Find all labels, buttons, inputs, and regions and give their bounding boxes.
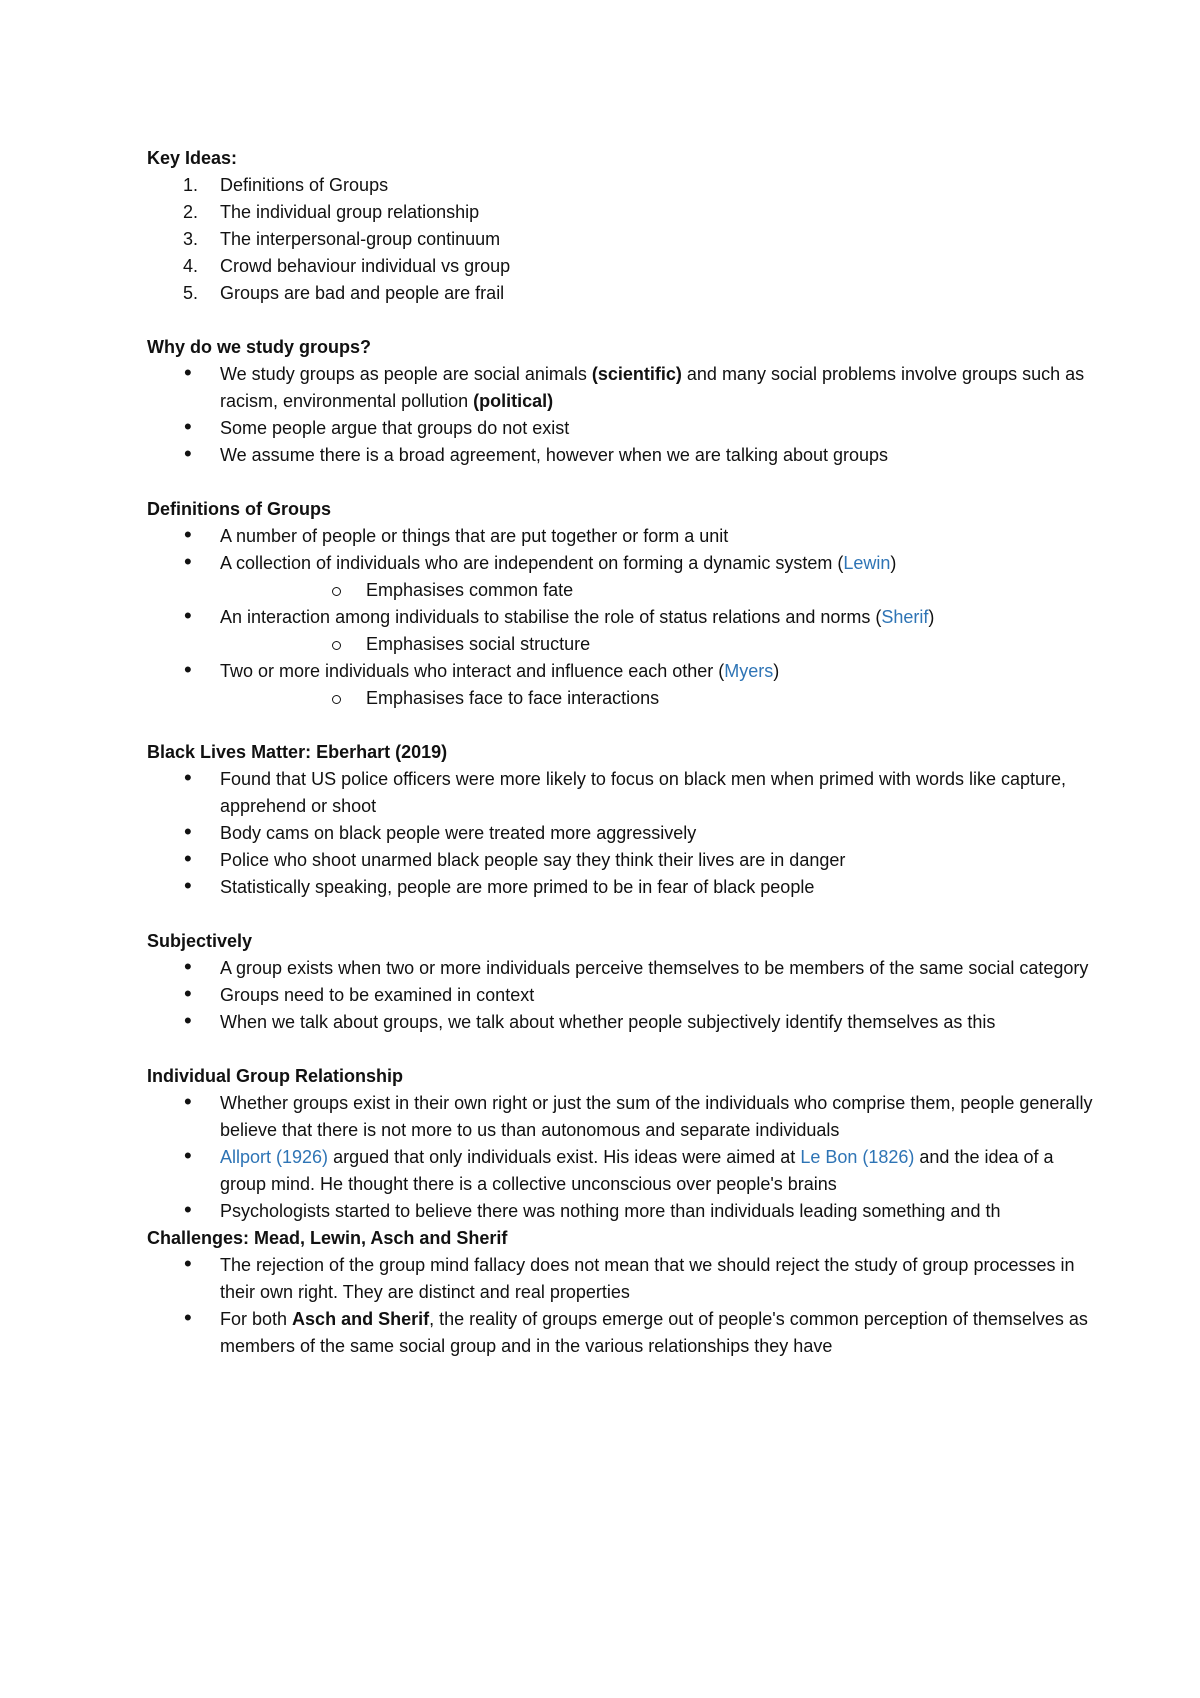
list-item: • Groups need to be examined in context (147, 982, 1100, 1009)
sub-list-item: Emphasises face to face interactions (220, 685, 1100, 712)
bold-span: Asch and Sherif (292, 1309, 430, 1329)
list-item (147, 280, 1100, 307)
text-span: ) (773, 661, 780, 681)
list-item (147, 658, 1100, 712)
text-span: For both (220, 1309, 293, 1329)
why-study-heading: Why do we study groups? (147, 337, 371, 357)
list-item: • The rejection of the group mind fallacy does not mean that we should reject the study of group processes in their own right. They are distinct and real properties (147, 1252, 1100, 1306)
item-text: The interpersonal-group continuum (220, 229, 501, 249)
list-item: • A group exists when two or more individuals perceive themselves to be members of the same social category (147, 955, 1100, 982)
why-study-list (147, 361, 1100, 469)
list-item: • We assume there is a broad agreement, however when we are talking about groups (147, 442, 1100, 469)
bold-span: (scientific) (591, 364, 682, 384)
item-number: 2. (183, 202, 199, 222)
list-item: • A number of people or things that are put together or form a unit (147, 523, 1100, 550)
reference-link[interactable]: Le Bon (1826) (800, 1147, 915, 1167)
list-item (147, 604, 1100, 658)
challenges-section (147, 1225, 1100, 1360)
text-span: An interaction among individuals to stabilise the role of status relations and norms ( (220, 607, 882, 627)
sub-list-item: Emphasises common fate (220, 577, 1100, 604)
list-item: • Found that US police officers were more likely to focus on black men when primed with words like capture, apprehend or shoot (147, 766, 1100, 820)
subjectively-list (147, 955, 1100, 1036)
text-span: and the idea of a group mind. He thought there is a collective unconscious over people's brains (220, 1147, 1054, 1194)
why-study-section (147, 334, 1100, 469)
subjectively-section (147, 928, 1100, 1036)
definitions-section (147, 496, 1100, 712)
list-item: • When we talk about groups, we talk about whether people subjectively identify themselves as this (147, 1009, 1100, 1036)
key-ideas-section (147, 145, 1100, 307)
item-text: Crowd behaviour individual vs group (220, 256, 511, 276)
key-ideas-list (147, 172, 1100, 307)
list-item: • Whether groups exist in their own right or just the sum of the individuals who comprise them, people generally believe that there is not more to us than autonomous and separate individuals (147, 1090, 1100, 1144)
list-item (147, 253, 1100, 280)
text-span: and many social problems involve groups such as racism, environmental pollution (220, 364, 1085, 411)
list-item (147, 1144, 1100, 1198)
reference-link[interactable]: Sherif (881, 607, 929, 627)
list-item (147, 172, 1100, 199)
list-item: • Some people argue that groups do not exist (147, 415, 1100, 442)
list-item (147, 226, 1100, 253)
subjectively-heading: Subjectively (147, 931, 253, 951)
definitions-heading: Definitions of Groups (147, 499, 331, 519)
list-item (147, 361, 1100, 415)
text-span: , the reality of groups emerge out of people's common perception of themselves as members of the same social group and in the various relationships they have (220, 1309, 1088, 1356)
sub-list (220, 631, 1100, 658)
reference-link[interactable]: Myers (724, 661, 774, 681)
item-number: 3. (183, 229, 199, 249)
individual-group-list (147, 1090, 1100, 1225)
list-item: • Body cams on black people were treated more aggressively (147, 820, 1100, 847)
reference-link[interactable]: Lewin (843, 553, 891, 573)
reference-link[interactable]: Allport (1926) (220, 1147, 329, 1167)
individual-group-heading: Individual Group Relationship (147, 1066, 404, 1086)
list-item (147, 1306, 1100, 1360)
bold-span: (political) (473, 391, 554, 411)
sub-list (220, 685, 1100, 712)
item-text: Definitions of Groups (220, 175, 389, 195)
key-ideas-heading: Key Ideas: (147, 148, 238, 168)
sub-list-item: Emphasises social structure (220, 631, 1100, 658)
text-span: argued that only individuals exist. His ideas were aimed at (328, 1147, 801, 1167)
definitions-list (147, 523, 1100, 712)
list-item: • Psychologists started to believe there was nothing more than individuals leading something and th (147, 1198, 1100, 1225)
individual-group-section (147, 1063, 1100, 1225)
blm-list (147, 766, 1100, 901)
item-text: The individual group relationship (220, 202, 480, 222)
item-number: 5. (183, 283, 199, 303)
text-span: ) (890, 553, 897, 573)
challenges-list (147, 1252, 1100, 1360)
text-span: ) (928, 607, 935, 627)
sub-list (220, 577, 1100, 604)
text-span: A collection of individuals who are independent on forming a dynamic system ( (220, 553, 844, 573)
text-span: Two or more individuals who interact and influence each other ( (220, 661, 725, 681)
list-item (147, 199, 1100, 226)
list-item: • Statistically speaking, people are more primed to be in fear of black people (147, 874, 1100, 901)
item-number: 4. (183, 256, 199, 276)
text-span: We study groups as people are social animals (220, 364, 592, 384)
item-text: Groups are bad and people are frail (220, 283, 505, 303)
blm-section (147, 739, 1100, 901)
challenges-heading: Challenges: Mead, Lewin, Asch and Sherif (147, 1228, 508, 1248)
item-number: 1. (183, 175, 199, 195)
list-item: • Police who shoot unarmed black people say they think their lives are in danger (147, 847, 1100, 874)
blm-heading: Black Lives Matter: Eberhart (2019) (147, 742, 448, 762)
list-item (147, 550, 1100, 604)
